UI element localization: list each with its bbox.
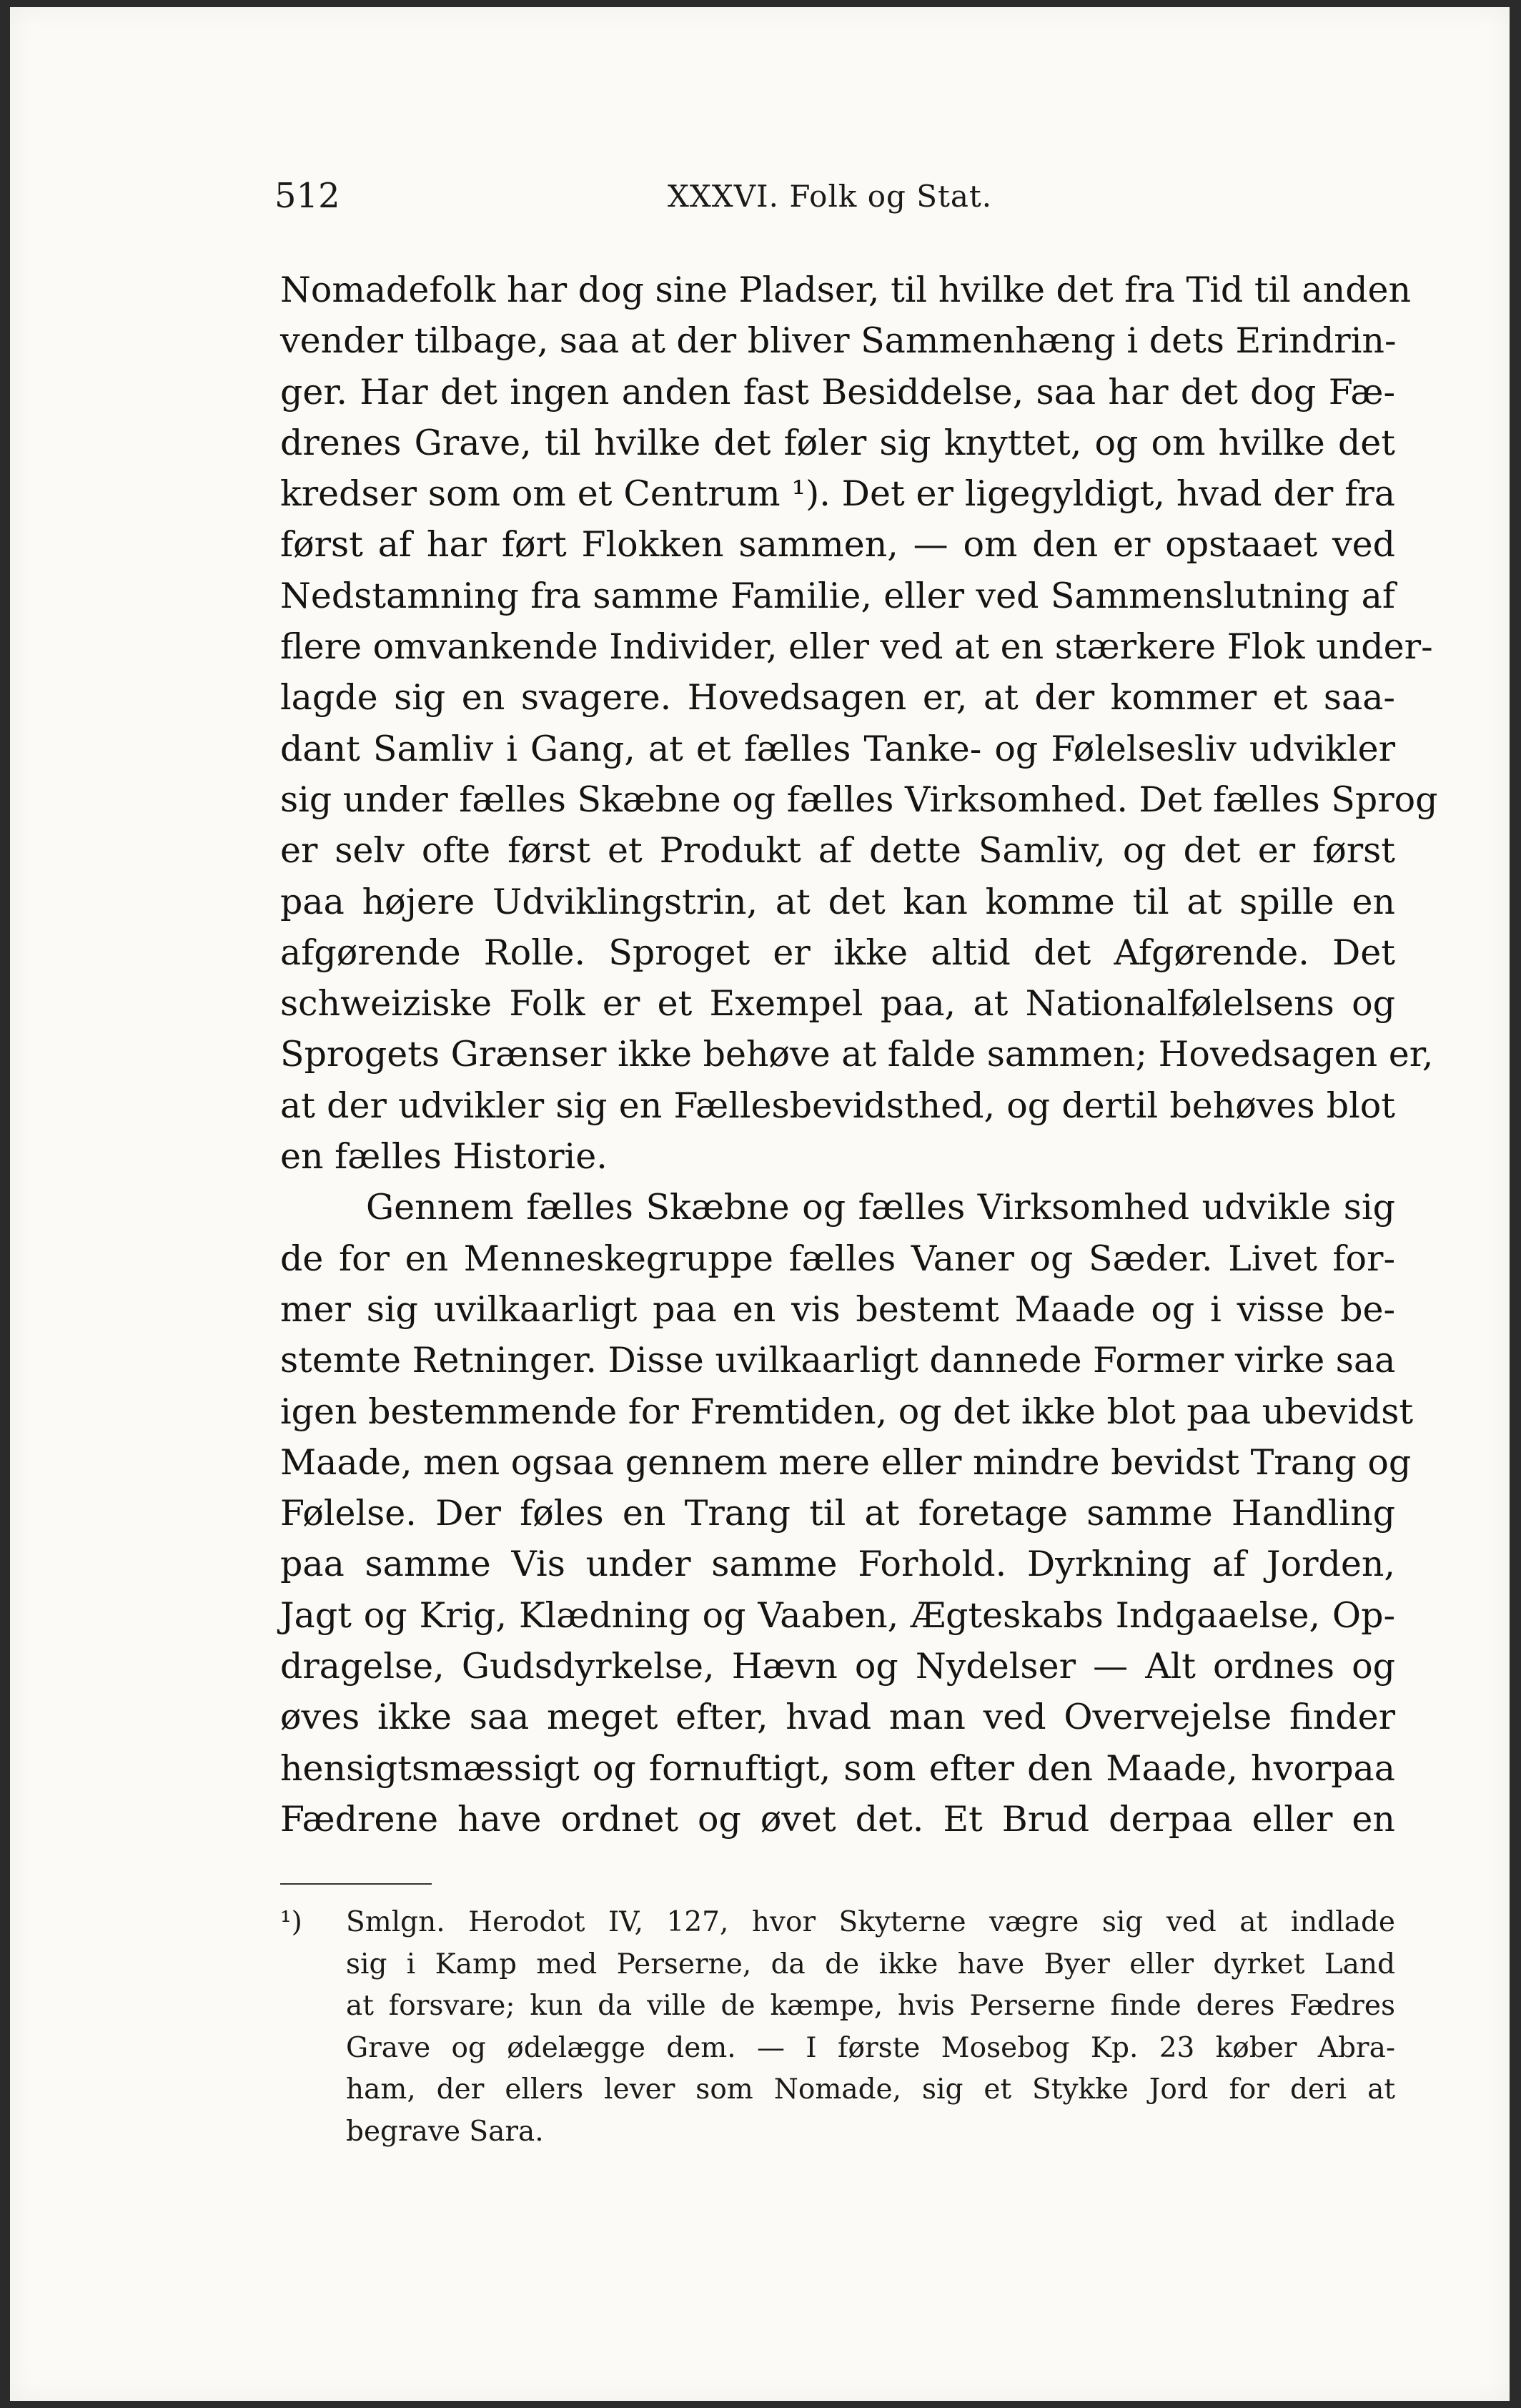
footnote-line	[280, 1902, 1395, 1944]
text-line: Maade, men ogsaa gennem mere eller mindre bevidst Trang og	[280, 1441, 1412, 1483]
text-line: de for en Menneskegruppe fælles Vaner og Sæder. Livet for-	[280, 1238, 1395, 1279]
page-header	[274, 176, 1389, 226]
text-line: Gennem fælles Skæbne og fælles Virksomhed udvikle sig	[366, 1187, 1395, 1228]
text-line: Sprogets Grænser ikke behøve at falde sammen; Hovedsagen er,	[280, 1034, 1434, 1075]
text-line: dragelse, Gudsdyrkelse, Hævn og Nydelser — Alt ordnes og	[280, 1646, 1395, 1687]
text-line: lagde sig en svagere. Hovedsagen er, at der kommer et saa-	[280, 677, 1395, 719]
text-line: stemte Retninger. Disse uvilkaarligt dannede Former virke saa	[280, 1340, 1396, 1381]
footnote-line: at forsvare; kun da ville de kæmpe, hvis Perserne finde deres Fædres	[346, 1990, 1395, 2022]
text-line: sig under fælles Skæbne og fælles Virksomhed. Det fælles Sprog	[280, 779, 1438, 820]
text-line: Følelse. Der føles en Trang til at foretage samme Handling	[280, 1493, 1395, 1534]
text-line: paa højere Udviklingstrin, at det kan komme til at spille en	[280, 881, 1395, 922]
text-line: schweiziske Folk er et Exempel paa, at Nationalfølelsens og	[280, 983, 1395, 1025]
text-line: hensigtsmæssigt og fornuftigt, som efter den Maade, hvorpaa	[280, 1747, 1395, 1789]
footnotes	[280, 1902, 1395, 2153]
footnote-text: Smlgn. Herodot IV, 127, hvor Skyterne vægre sig ved at indlade	[346, 1906, 1395, 1938]
footnote-line: Grave og ødelægge dem. — I første Mosebog Kp. 23 køber Abra-	[346, 2031, 1395, 2064]
text-line: først af har ført Flokken sammen, — om den er opstaaet ved	[280, 524, 1395, 566]
text-line: flere omvankende Individer, eller ved at en stærkere Flok under-	[280, 626, 1433, 668]
footnote-divider	[280, 1883, 432, 1885]
footnote-line: begrave Sara.	[346, 2115, 544, 2148]
book-page	[10, 7, 1510, 2401]
running-title: XXXVI. Folk og Stat.	[668, 179, 993, 214]
text-line: ger. Har det ingen anden fast Besiddelse, saa har det dog Fæ-	[280, 371, 1395, 413]
text-line: er selv ofte først et Produkt af dette Samliv, og det er først	[280, 830, 1395, 872]
text-line: mer sig uvilkaarligt paa en vis bestemt Maade og i visse be-	[280, 1288, 1395, 1330]
page-number: 512	[274, 176, 340, 216]
text-line: igen bestemmende for Fremtiden, og det ikke blot paa ubevidst	[280, 1391, 1414, 1432]
text-line: Jagt og Krig, Klædning og Vaaben, Ægteskabs Indgaaelse, Op-	[280, 1594, 1395, 1636]
text-line: afgørende Rolle. Sproget er ikke altid det Afgørende. Det	[280, 932, 1395, 973]
text-line: vender tilbage, saa at der bliver Sammenhæng i dets Erindrin-	[280, 320, 1397, 362]
text-line: en fælles Historie.	[280, 1136, 608, 1178]
text-line: paa samme Vis under samme Forhold. Dyrkning af Jorden,	[280, 1544, 1395, 1585]
footnote-line: sig i Kamp med Perserne, da de ikke have Byer eller dyrket Land	[346, 1948, 1395, 1980]
text-line: dant Samliv i Gang, at et fælles Tanke- og Følelsesliv udvikler	[280, 728, 1395, 769]
text-line: Nomadefolk har dog sine Pladser, til hvilke det fra Tid til anden	[280, 270, 1412, 310]
footnote-marker: ¹)	[280, 1906, 302, 1938]
text-line: Fædrene have ordnet og øvet det. Et Brud derpaa eller en	[280, 1798, 1395, 1840]
text-line: drenes Grave, til hvilke det føler sig knyttet, og om hvilke det	[280, 422, 1395, 463]
text-line: øves ikke saa meget efter, hvad man ved Overvejelse finder	[280, 1697, 1395, 1738]
text-line: at der udvikler sig en Fællesbevidsthed, og dertil behøves blot	[280, 1085, 1395, 1126]
text-line: Nedstamning fra samme Familie, eller ved Sammenslutning af	[280, 575, 1395, 616]
text-line: kredser som om et Centrum ¹). Det er ligegyldigt, hvad der fra	[280, 473, 1395, 515]
footnote-line: ham, der ellers lever som Nomade, sig et Stykke Jord for deri at	[346, 2073, 1395, 2106]
body-text	[280, 265, 1438, 1845]
